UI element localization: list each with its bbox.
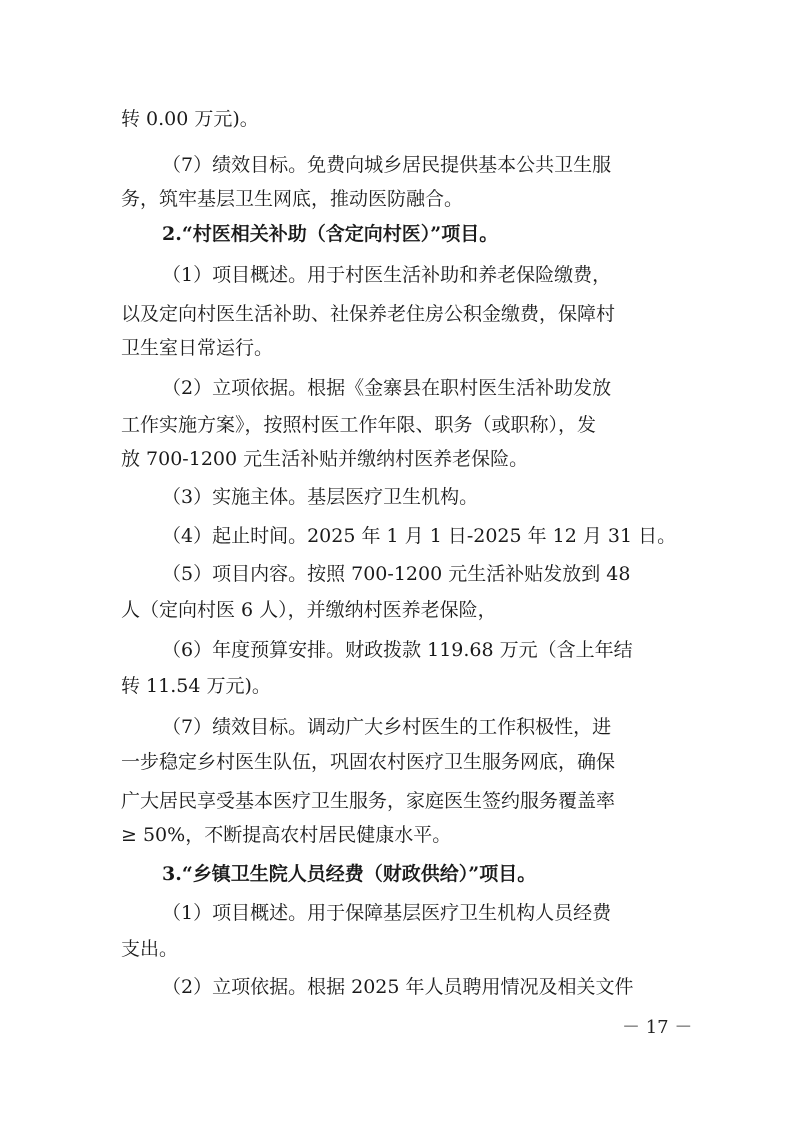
text-line: 放 700-1200 元生活补贴并缴纳村医养老保险。 bbox=[121, 448, 529, 470]
text-line: 人（定向村医 6 人），并缴纳村医养老保险， bbox=[121, 599, 497, 621]
text-line: （7）绩效目标。免费向城乡居民提供基本公共卫生服 bbox=[162, 154, 612, 176]
text-line: （7）绩效目标。调动广大乡村医生的工作积极性，进 bbox=[162, 716, 612, 738]
text-line: 卫生室日常运行。 bbox=[121, 337, 274, 359]
text-line: （3）实施主体。基层医疗卫生机构。 bbox=[162, 486, 479, 508]
page-number: － 17 － bbox=[622, 1017, 693, 1038]
text-line: （6）年度预算安排。财政拨款 119.68 万元（含上年结 bbox=[162, 639, 633, 661]
text-line: ≥ 50%，不断提高农村居民健康水平。 bbox=[121, 824, 452, 846]
text-line: （4）起止时间。2025 年 1 月 1 日-2025 年 12 月 31 日。 bbox=[162, 525, 677, 547]
text-line: 广大居民享受基本医疗卫生服务，家庭医生签约服务覆盖率 bbox=[121, 790, 616, 812]
text-line: 转 11.54 万元)。 bbox=[121, 675, 271, 697]
text-line: （1）项目概述。用于村医生活补助和养老保险缴费， bbox=[162, 264, 612, 286]
text-line: （2）立项依据。根据 2025 年人员聘用情况及相关文件 bbox=[162, 976, 634, 998]
section-heading: 2.“村医相关补助（含定向村医）”项目。 bbox=[162, 223, 499, 245]
text-line: 转 0.00 万元)。 bbox=[121, 108, 259, 130]
text-line: 务，筑牢基层卫生网底，推动医防融合。 bbox=[121, 188, 464, 210]
text-line: 以及定向村医生活补助、社保养老住房公积金缴费，保障村 bbox=[121, 303, 616, 325]
text-line: （1）项目概述。用于保障基层医疗卫生机构人员经费 bbox=[162, 902, 612, 924]
text-line: （5）项目内容。按照 700-1200 元生活补贴发放到 48 bbox=[162, 563, 631, 585]
text-line: 一步稳定乡村医生队伍，巩固农村医疗卫生服务网底，确保 bbox=[121, 751, 616, 773]
text-line: （2）立项依据。根据《金寨县在职村医生活补助发放 bbox=[162, 377, 612, 399]
text-line: 工作实施方案》，按照村医工作年限、职务（或职称），发 bbox=[121, 414, 597, 436]
section-heading: 3.“乡镇卫生院人员经费（财政供给）”项目。 bbox=[162, 863, 537, 885]
text-line: 支出。 bbox=[121, 938, 179, 960]
